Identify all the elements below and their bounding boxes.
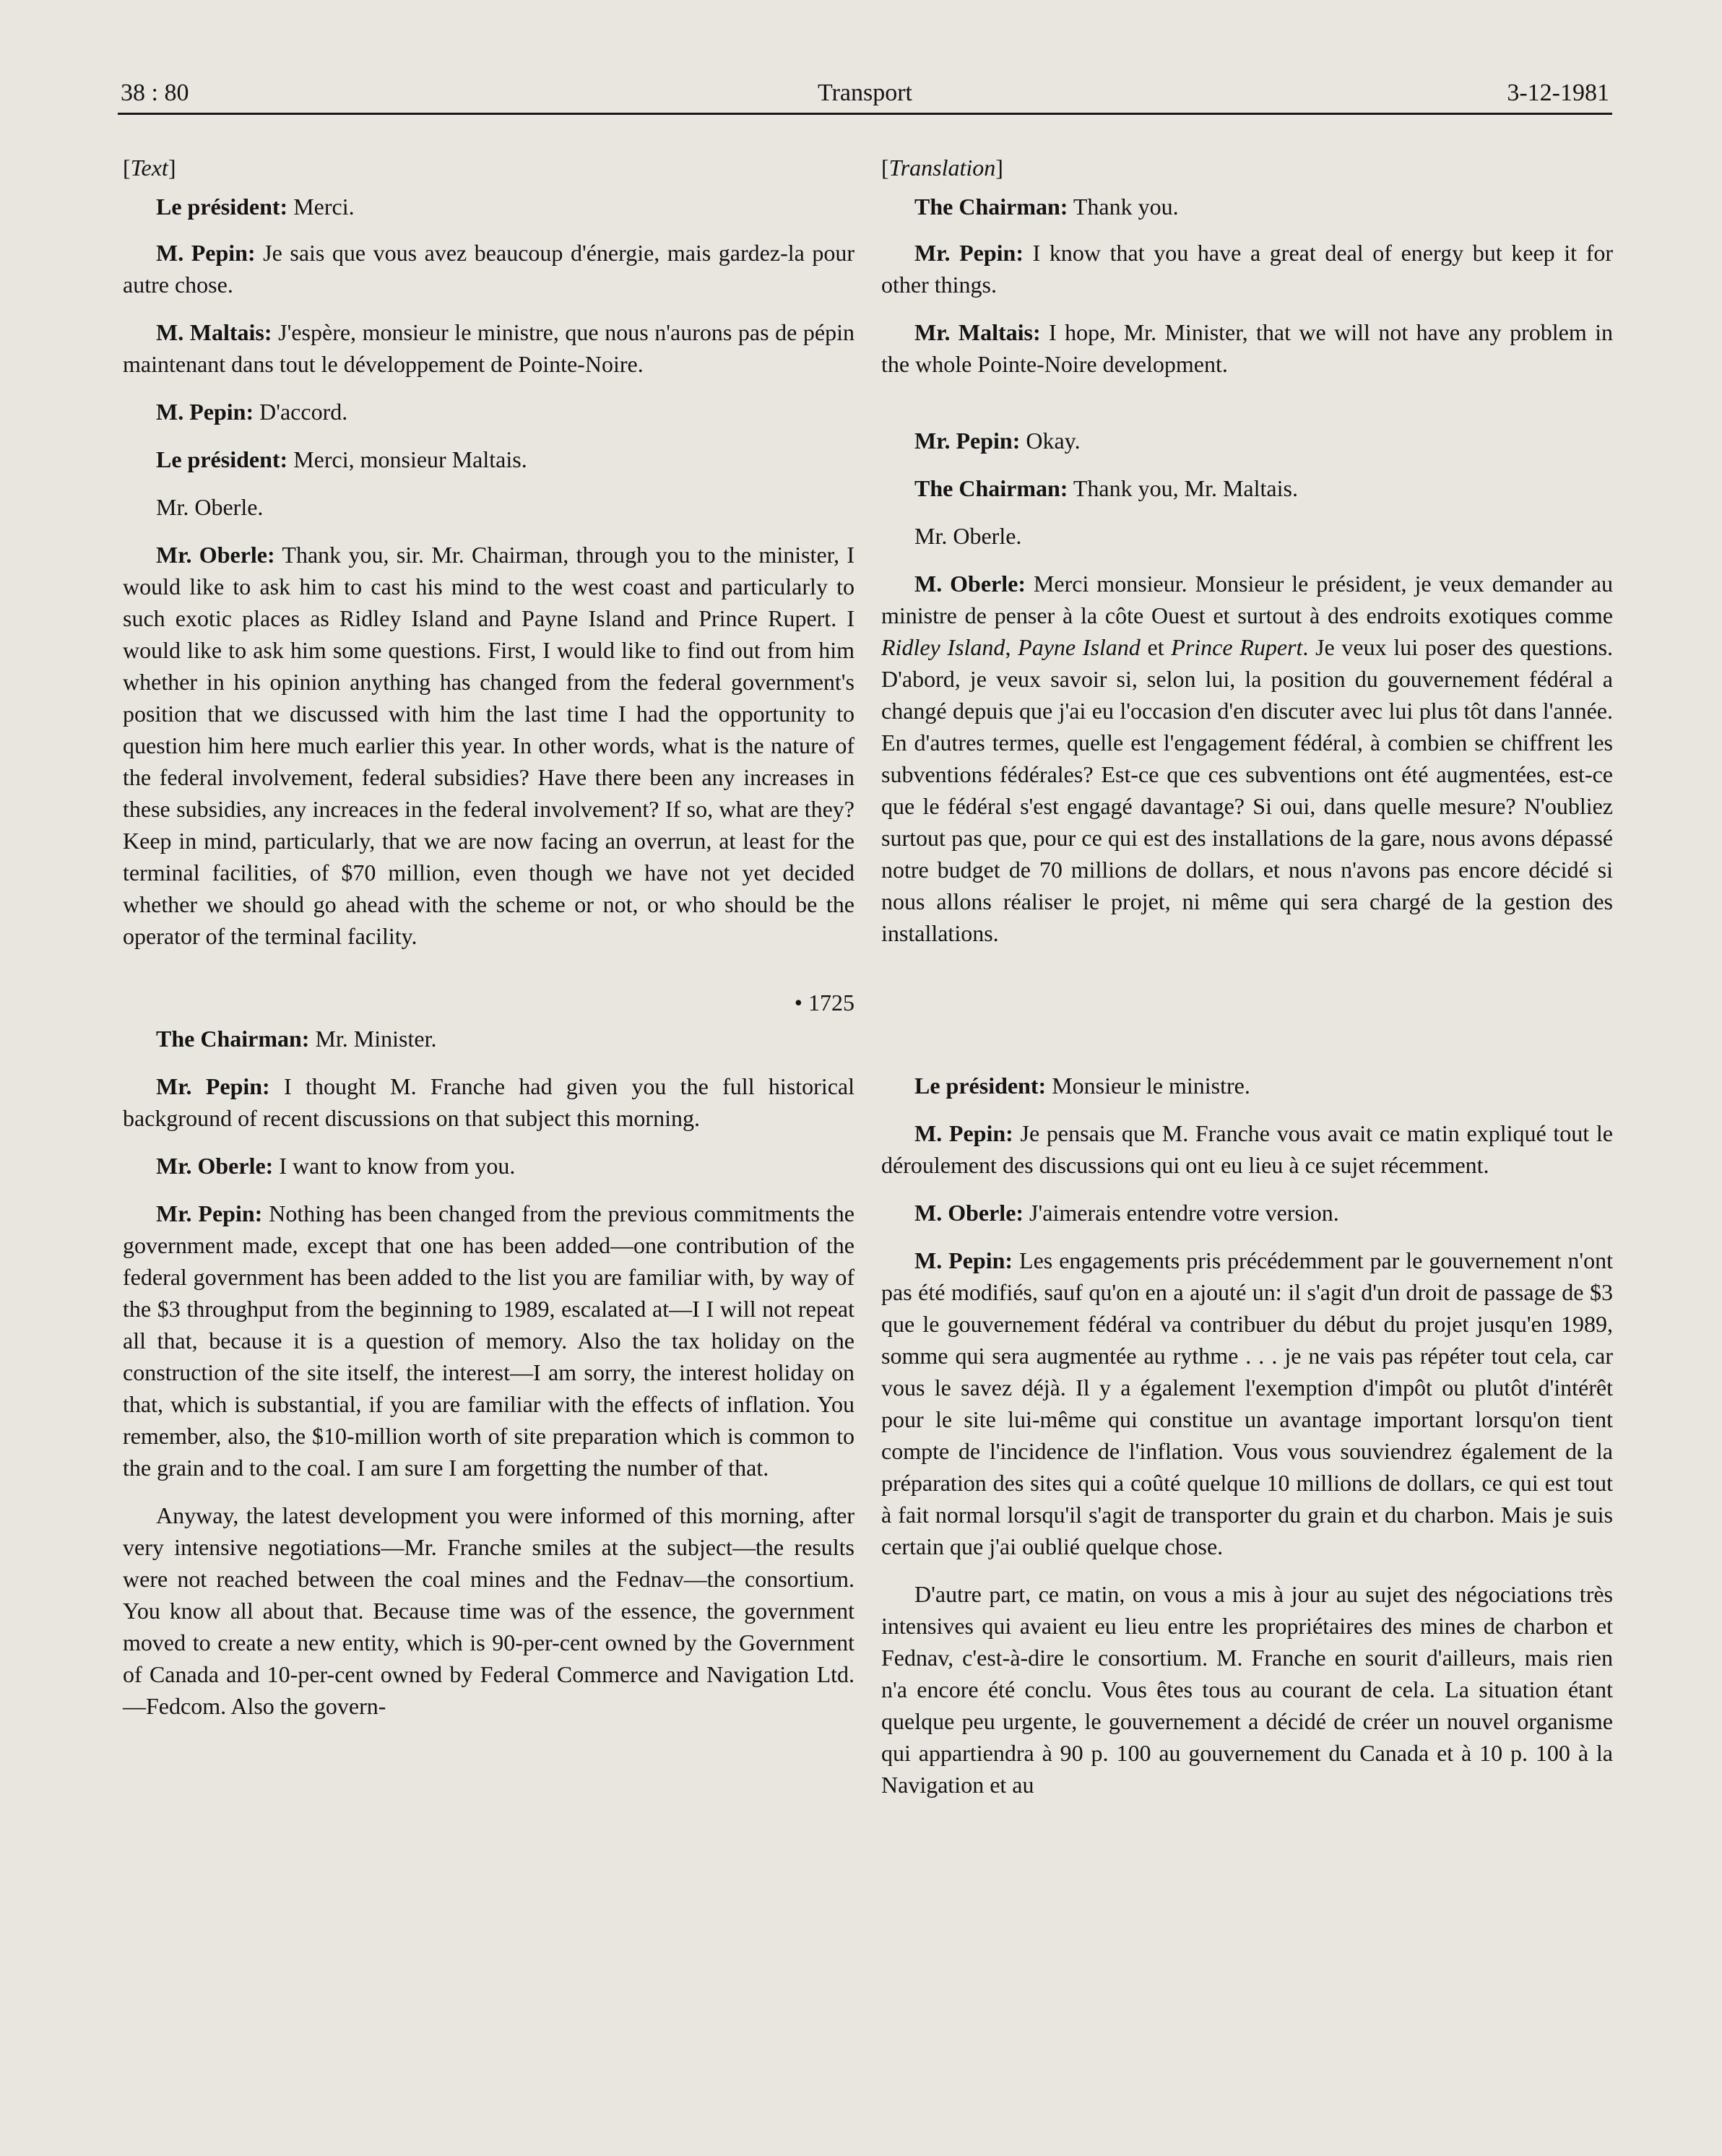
speaker-name: M. Maltais: bbox=[156, 319, 272, 345]
speaker-name: M. Pepin: bbox=[156, 240, 256, 266]
speaker-name: Mr. Oberle: bbox=[156, 542, 275, 568]
paragraph: M. Pepin: Je sais que vous avez beaucoup d'énergie, mais gardez-la pour autre chose. bbox=[123, 240, 855, 298]
speaker-name: M. Pepin: bbox=[156, 399, 254, 425]
language-tag: [Text] bbox=[123, 155, 176, 181]
paragraph: The Chairman: Mr. Minister. bbox=[156, 1026, 437, 1052]
paragraph: M. Oberle: J'aimerais entendre votre version. bbox=[914, 1200, 1339, 1226]
paragraph: Le président: Monsieur le ministre. bbox=[914, 1073, 1250, 1099]
speaker-name: M. Pepin: bbox=[914, 1247, 1013, 1273]
speaker-name: Mr. Pepin: bbox=[156, 1200, 263, 1226]
paragraph: M. Maltais: J'espère, monsieur le ministre, que nous n'aurons pas de pépin maintenant dans tout le développement de Pointe-Noire. bbox=[123, 319, 854, 377]
paragraph: Mr. Oberle. bbox=[914, 523, 1022, 549]
spacer bbox=[123, 968, 854, 987]
speaker-name: The Chairman: bbox=[914, 194, 1068, 220]
speaker-name: Mr. Pepin: bbox=[156, 1073, 270, 1099]
language-tag: [Translation] bbox=[881, 155, 1003, 181]
paragraph: D'autre part, ce matin, on vous a mis à jour au sujet des négociations très intensives qui avaient eu lieu entre les propriétaires des mines de charbon et Fednav, c'est-à-dire le consortium. M. Franche en sourit d'ailleurs, mais rien n'a encore été conclu. Vous êtes tous au courant de cela. La situation étant quelque peu urgente, le gouvernement a décidé de créer un nouvel organisme qui appartiendra à 90 p. 100 au gouvernement du Canada et à 10 p. 100 à la Navigation et au bbox=[881, 1581, 1613, 1798]
speaker-name: M. Oberle: bbox=[914, 1200, 1024, 1226]
speaker-name: Le président: bbox=[156, 446, 288, 472]
paragraph: M. Pepin: D'accord. bbox=[156, 399, 348, 425]
paragraph: Anyway, the latest development you were informed of this morning, after very intensive negotiations—Mr. Franche smiles at the subject—the results were not reached between the coal mines and the Fednav—the consortium. You know all about that. Because time was of the essence, the government moved to create a new entity, which is 90-per-cent owned by the Government of Canada and 10-per-cent owned by Federal Commerce and Navigation Ltd.—Fedcom. Also the govern- bbox=[123, 1502, 854, 1719]
page-title: Transport bbox=[818, 79, 912, 106]
paragraph: Mr. Pepin: I know that you have a great deal of energy but keep it for other things. bbox=[881, 240, 1614, 298]
paragraph: Mr. Pepin: Nothing has been changed from the previous commitments the government made, except that one has been added—one contribution of the federal government has been added to the list you are familiar with, by way of the $3 throughput from the beginning to 1989, escalated at—I I will not repeat all that, because it is a question of memory. Also the tax holiday on the construction of the site itself, the interest—I am sorry, the interest holiday on that, which is substantial, if you are familiar with the effects of inflation. You remember, also, the $10-million worth of site preparation which is common to the grain and to the coal. I am sure I am forgetting the number of that. bbox=[123, 1200, 855, 1481]
spacer bbox=[881, 965, 1613, 1070]
page-date: 3-12-1981 bbox=[1507, 79, 1609, 106]
paragraph: Le président: Merci. bbox=[156, 194, 355, 220]
right-column bbox=[881, 152, 1613, 1817]
page-header bbox=[118, 79, 1612, 115]
speaker-name: M. Oberle: bbox=[914, 571, 1026, 597]
paragraph: Le président: Merci, monsieur Maltais. bbox=[156, 446, 527, 472]
paragraph: Mr. Pepin: Okay. bbox=[914, 428, 1081, 454]
speaker-name: Mr. Oberle: bbox=[156, 1153, 274, 1179]
page-number: 38 : 80 bbox=[121, 79, 189, 106]
paragraph: M. Pepin: Je pensais que M. Franche vous avait ce matin expliqué tout le déroulement des discussions qui ont eu lieu à ce sujet récemment. bbox=[881, 1120, 1613, 1178]
left-column bbox=[123, 152, 854, 1738]
time-marker: • 1725 bbox=[794, 990, 854, 1016]
speaker-name: M. Pepin: bbox=[914, 1120, 1013, 1146]
speaker-name: Mr. Pepin: bbox=[914, 240, 1024, 266]
place-name: Payne Island bbox=[1018, 634, 1141, 660]
speaker-name: Le président: bbox=[914, 1073, 1047, 1099]
paragraph: Mr. Oberle: I want to know from you. bbox=[156, 1153, 516, 1179]
speaker-name: The Chairman: bbox=[914, 475, 1068, 501]
paragraph: M. Oberle: Merci monsieur. Monsieur le président, je veux demander au ministre de penser à la côte Ouest et surtout à des endroits exotiques comme Ridley Island, Payne Island et Prince Rupert. Je veux lui poser des questions. D'abord, je veux savoir si, selon lui, la position du gouvernement fédéral a changé depuis que j'ai eu l'occasion d'en discuter avec lui plus tôt dans l'année. En d'autres termes, quelle est l'engagement fédéral, à combien se chiffrent les subventions fédérales? Est-ce que ces subventions ont été augmentées, est-ce que le fédéral s'est engagé davantage? Si oui, dans quelle mesure? N'oubliez surtout pas que, pour ce qui est des installations de la gare, nous avons dépassé notre budget de 70 millions de dollars, et nous n'avons pas encore décidé si nous allons réaliser le projet, ni même qui sera chargé de la gestion des installations. bbox=[881, 571, 1614, 946]
place-name: Prince Rupert bbox=[1171, 634, 1303, 660]
spacer bbox=[881, 396, 1613, 425]
paragraph: The Chairman: Thank you. bbox=[914, 194, 1179, 220]
paragraph: Mr. Pepin: I thought M. Franche had given you the full historical background of recent discussions on that subject this morning. bbox=[123, 1073, 854, 1131]
place-name: Ridley Island bbox=[881, 634, 1005, 660]
paragraph: M. Pepin: Les engagements pris précédemment par le gouvernement n'ont pas été modifiés, sauf qu'on en a ajouté un: il s'agit d'un droit de passage de $3 que le gouvernement fédéral va contribuer du début du projet jusqu'en 1989, somme qui sera augmentée au rythme . . . je ne vais pas répéter tout cela, car vous le savez déjà. Il y a également l'exemption d'impôt ou plutôt d'intérêt pour le site lui-même qui constitue un avantage important lorsqu'on tient compte de l'incidence de l'inflation. Vous vous souviendrez également de la préparation des sites qui a coûté quelque 10 millions de dollars, ce qui est tout à fait normal lorsqu'il s'agit de transporter du grain et du charbon. Mais je suis certain que j'ai oublié quelque chose. bbox=[881, 1247, 1614, 1559]
paragraph: Mr. Oberle: Thank you, sir. Mr. Chairman, through you to the minister, I would like to ask him to cast his mind to the west coast and particularly to such exotic places as Ridley Island and Payne Island and Prince Rupert. I would like to ask him some questions. First, I would like to find out from him whether in his opinion anything has changed from the federal government's position that we discussed with him the last time I had the opportunity to question him here much earlier this year. In other words, what is the nature of the federal involvement, federal subsidies? Have there been any increases in these subsidies, any increaces in the federal involvement? If so, what are they? Keep in mind, particularly, that we are now facing an overrun, at least for the terminal facilities, of $70 million, even though we have not yet decided whether we should go ahead with the scheme or not, or who should be the operator of the terminal facility. bbox=[123, 542, 855, 949]
speaker-name: Mr. Maltais: bbox=[914, 319, 1041, 345]
speaker-name: Mr. Pepin: bbox=[914, 428, 1021, 454]
speaker-name: The Chairman: bbox=[156, 1026, 310, 1052]
paragraph: Mr. Oberle. bbox=[156, 494, 264, 520]
paragraph: Mr. Maltais: I hope, Mr. Minister, that we will not have any problem in the whole Pointe-Noire development. bbox=[881, 319, 1614, 377]
paragraph: The Chairman: Thank you, Mr. Maltais. bbox=[914, 475, 1298, 501]
speaker-name: Le président: bbox=[156, 194, 288, 220]
